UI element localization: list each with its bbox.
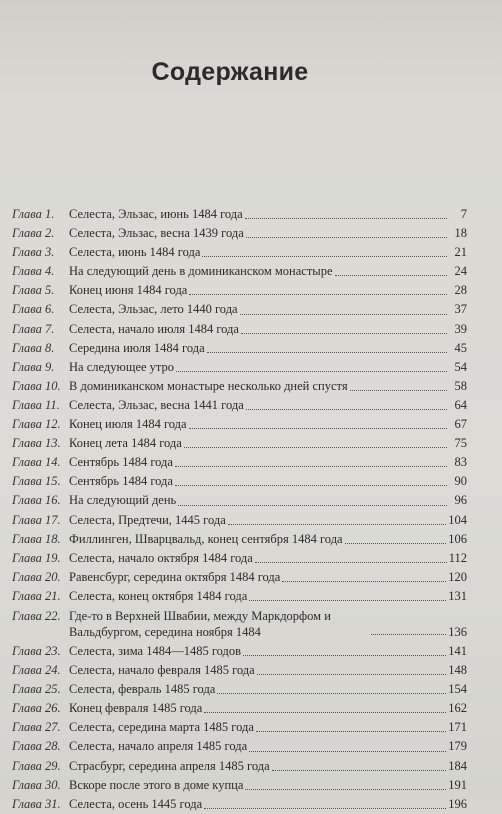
chapter-title: Конец июля 1484 года: [69, 417, 187, 432]
dot-leader: [257, 674, 447, 675]
chapter-label: Глава 18.: [12, 531, 61, 546]
toc-entry: [12, 661, 467, 680]
page-number: 64: [454, 397, 467, 412]
page-number: 96: [454, 493, 467, 508]
chapter-label: Глава 24.: [12, 663, 61, 678]
chapter-label: Глава 26.: [12, 701, 61, 716]
toc-entry: [12, 491, 467, 510]
chapter-title: Сентябрь 1484 года: [69, 455, 173, 470]
page-number: 184: [448, 758, 467, 773]
toc-entry: [12, 434, 467, 453]
page-number: 24: [454, 264, 467, 279]
dot-leader: [175, 485, 447, 486]
chapter-title: Равенсбург, середина октября 1484 года: [69, 569, 281, 584]
toc-entry: [12, 396, 467, 415]
chapter-title: Конец февраля 1485 года: [69, 701, 203, 716]
page-number: 104: [448, 512, 467, 527]
toc-entry: [12, 549, 467, 568]
toc-entry: [12, 415, 467, 434]
dot-leader: [282, 581, 446, 582]
chapter-label: Глава 29.: [12, 758, 61, 773]
dot-leader: [175, 466, 447, 467]
chapter-label: Глава 12.: [12, 417, 61, 432]
dot-leader: [371, 634, 446, 635]
chapter-label: Глава 11.: [12, 397, 60, 412]
toc-entry: [12, 757, 467, 776]
page-number: 7: [460, 207, 467, 221]
page-number: 75: [454, 436, 467, 451]
dot-leader: [189, 428, 447, 429]
chapter-title: Сентябрь 1484 года: [69, 474, 173, 489]
page-number: 83: [454, 455, 467, 470]
page-number: 18: [454, 226, 467, 241]
chapter-label: Глава 1.: [12, 207, 55, 221]
page-number: 54: [454, 359, 467, 374]
page-number: 171: [448, 720, 467, 735]
toc-entry: [12, 587, 467, 606]
page-number: 90: [454, 474, 467, 489]
page-number: 162: [448, 701, 467, 716]
page-number: 141: [448, 643, 467, 658]
chapter-label: Глава 28.: [12, 739, 61, 754]
chapter-label: Глава 2.: [12, 226, 55, 241]
chapter-label: Глава 19.: [12, 550, 61, 565]
chapter-label: Глава 20.: [12, 569, 61, 584]
chapter-label: Глава 23.: [12, 643, 61, 658]
toc-entry: [12, 243, 467, 262]
chapter-title: Селеста, конец октября 1484 года: [69, 588, 248, 603]
page-number: 45: [454, 340, 467, 355]
chapter-label: Глава 8.: [12, 340, 55, 355]
page-number: 120: [448, 569, 467, 584]
page-number: 67: [454, 417, 467, 432]
chapter-title: Селеста, осень 1445 года: [69, 796, 203, 811]
dot-leader: [240, 314, 447, 315]
dot-leader: [256, 731, 446, 732]
dot-leader: [228, 524, 446, 525]
chapter-label: Глава 5.: [12, 283, 55, 298]
toc-entry: [12, 511, 467, 530]
toc-entry: [12, 262, 467, 281]
chapter-title: Селеста, Эльзас, весна 1439 года: [69, 226, 244, 241]
chapter-title: Селеста, начало июля 1484 года: [69, 321, 239, 336]
page-number: 154: [448, 682, 467, 697]
chapter-title: Селеста, начало апреля 1485 года: [69, 739, 248, 754]
dot-leader: [249, 600, 446, 601]
page-number: 106: [448, 531, 467, 546]
dot-leader: [350, 390, 447, 391]
chapter-title: На следующее утро: [69, 359, 175, 374]
chapter-title: Конец лета 1484 года: [69, 436, 182, 451]
dot-leader: [335, 275, 447, 276]
chapter-title: Где-то в Верхней Швабии, между Маркдорфом и Вальдбургом, середина ноября 1484: [69, 608, 331, 639]
table-of-contents: [12, 205, 467, 814]
toc-entry: [12, 718, 467, 737]
dot-leader: [245, 789, 446, 790]
chapter-label: Глава 3.: [12, 245, 55, 260]
chapter-title: Селеста, Предтечи, 1445 года: [69, 512, 226, 527]
dot-leader: [345, 543, 447, 544]
dot-leader: [189, 294, 447, 295]
page-title: Содержание: [151, 58, 309, 86]
dot-leader: [184, 447, 447, 448]
toc-entry: [12, 205, 467, 224]
dot-leader: [178, 505, 447, 506]
chapter-label: Глава 30.: [12, 777, 61, 792]
chapter-title: Селеста, февраль 1485 года: [69, 682, 216, 697]
toc-entry: [12, 737, 467, 756]
chapter-title: На следующий день в доминиканском монастыре: [69, 264, 333, 279]
page-number: 131: [448, 588, 467, 603]
chapter-title: Селеста, начало февраля 1485 года: [69, 663, 255, 678]
page-number: 179: [448, 739, 467, 754]
toc-entry: [12, 472, 467, 491]
chapter-title: Селеста, Эльзас, июнь 1484 года: [69, 207, 243, 221]
chapter-title: В доминиканском монастыре несколько дней спустя: [69, 378, 348, 393]
toc-entry: [12, 281, 467, 300]
chapter-title: Селеста, середина марта 1485 года: [69, 720, 254, 735]
chapter-label: Глава 14.: [12, 455, 61, 470]
dot-leader: [202, 256, 447, 257]
page-number: 191: [448, 777, 467, 792]
chapter-label: Глава 27.: [12, 720, 61, 735]
page-number: 196: [448, 796, 467, 811]
page-number: 21: [454, 245, 467, 260]
toc-entry: [12, 699, 467, 718]
toc-entry: [12, 568, 467, 587]
chapter-title: Селеста, июнь 1484 года: [69, 245, 201, 260]
chapter-label: Глава 31.: [12, 796, 61, 811]
page-number: 28: [454, 283, 467, 298]
chapter-title: Вскоре после этого в доме купца: [69, 777, 244, 792]
page-number: 136: [448, 624, 467, 639]
dot-leader: [246, 237, 447, 238]
page-number: 39: [454, 321, 467, 336]
toc-entry: [12, 530, 467, 549]
page-number: 37: [454, 302, 467, 317]
toc-entry: [12, 680, 467, 699]
dot-leader: [255, 562, 447, 563]
chapter-title: Селеста, Эльзас, весна 1441 года: [69, 397, 244, 412]
toc-entry: [12, 339, 467, 358]
toc-entry: [12, 453, 467, 472]
chapter-label: Глава 4.: [12, 264, 55, 279]
toc-entry: [12, 377, 467, 396]
chapter-label: Глава 10.: [12, 378, 61, 393]
dot-leader: [204, 712, 446, 713]
dot-leader: [204, 808, 446, 809]
toc-entry: [12, 795, 467, 814]
chapter-title: Селеста, начало октября 1484 года: [69, 550, 253, 565]
toc-entry: [12, 224, 467, 243]
page-number: 148: [448, 663, 467, 678]
chapter-title: Филлинген, Шварцвальд, конец сентября 1484 года: [69, 531, 343, 546]
toc-entry: [12, 642, 467, 661]
dot-leader: [249, 751, 446, 752]
chapter-label: Глава 13.: [12, 436, 61, 451]
chapter-title: Селеста, Эльзас, лето 1440 года: [69, 302, 238, 317]
chapter-label: Глава 15.: [12, 474, 61, 489]
chapter-label: Глава 21.: [12, 588, 61, 603]
toc-entry: [12, 300, 467, 319]
dot-leader: [217, 693, 446, 694]
toc-entry: [12, 320, 467, 339]
dot-leader: [245, 218, 447, 219]
dot-leader: [272, 770, 447, 771]
chapter-title: Середина июля 1484 года: [69, 340, 205, 355]
toc-entry: [12, 776, 467, 795]
dot-leader: [207, 352, 447, 353]
dot-leader: [241, 333, 447, 334]
chapter-title: Конец июня 1484 года: [69, 283, 188, 298]
dot-leader: [246, 409, 447, 410]
page-number: 112: [448, 550, 467, 565]
chapter-label: Глава 16.: [12, 493, 61, 508]
chapter-title: Селеста, зима 1484—1485 годов: [69, 643, 242, 658]
chapter-title: На следующий день: [69, 493, 177, 508]
chapter-label: Глава 25.: [12, 682, 61, 697]
dot-leader: [176, 371, 447, 372]
dot-leader: [243, 655, 446, 656]
chapter-label: Глава 7.: [12, 321, 55, 336]
chapter-title: Страсбург, середина апреля 1485 года: [69, 758, 270, 773]
page-number: 58: [454, 378, 467, 393]
chapter-label: Глава 17.: [12, 512, 61, 527]
chapter-label: Глава 6.: [12, 302, 55, 317]
toc-entry: [12, 606, 467, 642]
chapter-label: Глава 22.: [12, 608, 61, 623]
chapter-label: Глава 9.: [12, 359, 55, 374]
toc-entry: [12, 358, 467, 377]
